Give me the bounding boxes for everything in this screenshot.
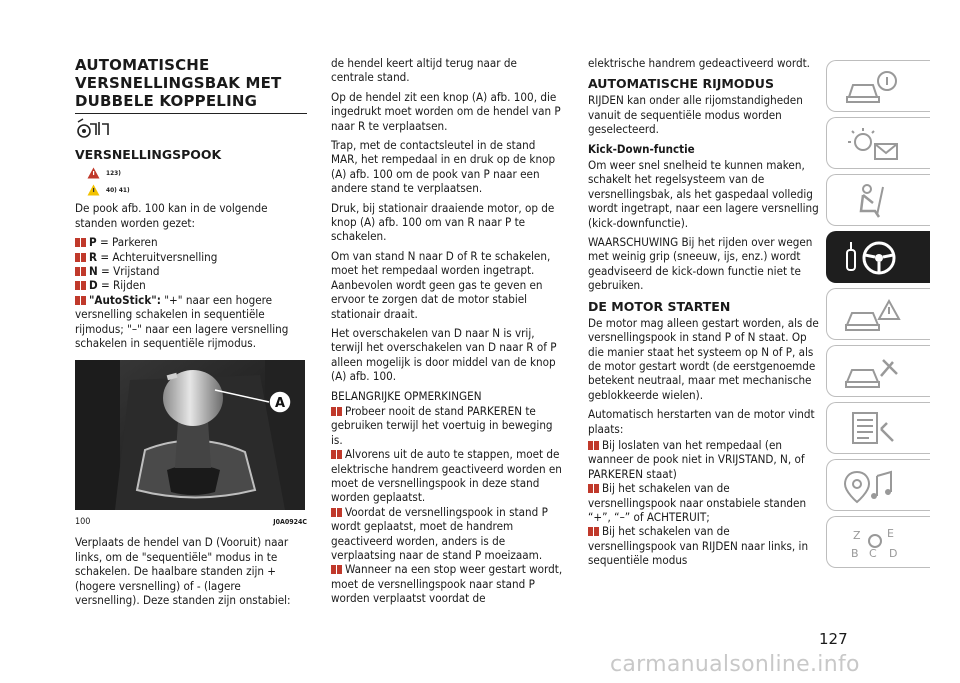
- body-text: Het overschakelen van D naar N is vrij, terwijl het overschakelen van D naar R of P alleen mogelijk is door middel van de knop (A) afb. 100.: [331, 325, 557, 384]
- book-icon: [75, 296, 86, 305]
- tab-technical-data[interactable]: [826, 402, 930, 454]
- book-icon: [75, 267, 86, 276]
- car-repair-icon: [843, 352, 903, 392]
- book-icon: [588, 484, 599, 493]
- warning-reference: 123): [106, 168, 121, 177]
- steering-key-icon: [843, 238, 903, 278]
- warning-lights-icon: [843, 124, 903, 164]
- media-nav-icon: [843, 466, 903, 506]
- svg-text:Z: Z: [853, 529, 861, 542]
- car-info-icon: [843, 67, 903, 107]
- note-item: Wanneer na een stop weer gestart wordt, moet de versnellingspook naar stand P worden verplaatst voordat de: [331, 562, 563, 606]
- airbag-seat-icon: [843, 181, 903, 221]
- book-icon: [75, 281, 86, 290]
- gear-lever-photo: [75, 360, 305, 510]
- section-heading: AUTOMATISCHE RIJMODUS: [588, 76, 774, 92]
- body-text: de hendel keert altijd terug naar de centrale stand.: [331, 56, 517, 85]
- gearbox-icon: [75, 118, 113, 138]
- warning-reference-row: [87, 164, 307, 181]
- note-item: Voordat de versnellingspook in stand P wordt geplaatst, moet de handrem geactiveerd worden, anders is de verplaatsing naar de stand P moeizaam.: [331, 504, 548, 562]
- column-right: [588, 56, 820, 568]
- body-text: De motor mag alleen gestart worden, als de versnellingspook in stand P of N staat. Op die manier staat het systeem op N of P, als de motor gestart wordt (de eerstgenoemde betekent neutraal, maar met mechanische geblokkeerde wielen).: [588, 315, 819, 402]
- book-icon: [588, 441, 599, 450]
- tab-safety[interactable]: [826, 174, 930, 226]
- body-text: RIJDEN kan onder alle rijomstandigheden vanuit de sequentiële modus worden geselecteerd.: [588, 93, 803, 137]
- restart-item: Bij het schakelen van de versnellingspook van RIJDEN naar links, in sequentiële modus: [588, 524, 809, 568]
- svg-text:B: B: [851, 547, 859, 560]
- svg-text:C: C: [869, 547, 877, 560]
- book-icon: [588, 527, 599, 536]
- body-text: Verplaats de hendel van D (Vooruit) naar links, om de "sequentiële" modus in te schakelen. De haalbare standen zijn + (hogere versnelling) of - (lagere versnelling). Deze standen zijn onstabiel:: [75, 535, 291, 607]
- body-text: Trap, met de contactsleutel in de stand MAR, het rempedaal in en druk op de knop (A) afb. 100 om de pook van P naar een andere stand te verplaatsen.: [331, 138, 556, 196]
- book-icon: [75, 238, 86, 247]
- book-icon: [75, 253, 86, 262]
- callout-label: A: [274, 396, 286, 412]
- book-icon: [331, 508, 342, 517]
- gear-item: P = Parkeren: [75, 235, 307, 249]
- intro-text: De pook afb. 100 kan in de volgende standen worden gezet:: [75, 201, 268, 230]
- gear-item: N = Vrijstand: [75, 264, 307, 278]
- column-middle: [331, 56, 563, 606]
- transmission-pictogram: [75, 118, 307, 141]
- autostick-item: "AutoStick": "+" naar een hogere versnelling schakelen in sequentiële rijmodus; "–" naar een lagere versnelling schakelen in sequentiële rijmodus.: [75, 292, 289, 351]
- danger-warning-icon: [87, 167, 100, 179]
- chapter-title: AUTOMATISCHE VERSNELLINGSBAK MET DUBBELE KOPPELING: [75, 56, 307, 114]
- gear-item: R = Achteruitversnelling: [75, 250, 307, 264]
- notes-title: BELANGRIJKE OPMERKINGEN: [331, 388, 482, 403]
- body-text: Druk, bij stationair draaiende motor, op de knop (A) afb. 100 om van R naar P te schakelen.: [331, 200, 555, 244]
- restart-item: Bij loslaten van het rempedaal (en wanneer de pook niet in VRIJSTAND, N, of PARKEREN staat): [588, 437, 805, 481]
- body-text: Om weer snel snelheid te kunnen maken, schakelt het regelsysteem van de versnellingsbak, als het gaspedaal volledig wordt ingetrapt, naar een lagere versnelling (kick-downfunctie).: [588, 158, 819, 230]
- gear-list: [75, 235, 307, 350]
- warning-text: WAARSCHUWING Bij het rijden over wegen met weinig grip (sneeuw, ijs, enz.) wordt geadviseerd de kick-down functie niet te gebruiken.: [588, 235, 813, 293]
- figure-code: J0A0924C: [273, 517, 307, 526]
- tab-emergency[interactable]: [826, 288, 930, 340]
- section-heading: DE MOTOR STARTEN: [588, 298, 731, 314]
- car-warning-icon: [843, 295, 903, 335]
- section-heading: VERSNELLINGSPOOK: [75, 147, 222, 163]
- watermark: carmanualsonline.info: [610, 652, 860, 677]
- figure-caption: [75, 515, 307, 529]
- caution-reference: 40) 41): [106, 185, 130, 194]
- book-icon: [331, 407, 342, 416]
- svg-text:E: E: [887, 527, 894, 540]
- maintenance-list-icon: [843, 409, 903, 449]
- index-icon: [843, 523, 903, 563]
- caution-reference-row: [87, 181, 307, 198]
- svg-text:D: D: [889, 547, 898, 560]
- body-text: Op de hendel zit een knop (A) afb. 100, die ingedrukt moet worden om de hendel van P naar R te verplaatsen.: [331, 89, 561, 133]
- body-text: elektrische handrem gedeactiveerd wordt.: [588, 56, 810, 70]
- note-item: Alvorens uit de auto te stappen, moet de elektrische handrem geactiveerd worden en moet de versnellingspook in deze stand worden geplaatst.: [331, 447, 562, 505]
- page-number: 127: [819, 630, 848, 648]
- column-left: [75, 56, 307, 612]
- tab-maintenance[interactable]: [826, 345, 930, 397]
- restart-item: Bij het schakelen van de versnellingspook naar onstabiele standen “+”, “–” of ACHTERUIT;: [588, 481, 807, 524]
- tab-starting-driving[interactable]: [826, 231, 930, 283]
- body-text: Automatisch herstarten van de motor vindt plaats:: [588, 407, 815, 436]
- caution-warning-icon: [87, 184, 100, 196]
- figure-number: 100: [75, 516, 91, 527]
- body-text: Om van stand N naar D of R te schakelen, moet het rempedaal worden ingetrapt. Aanbevolen wordt geen gas te geven en ervoor te zorgen dat de motor stabiel stationair draait.: [331, 248, 551, 321]
- tab-multimedia[interactable]: [826, 459, 930, 511]
- book-icon: [331, 565, 342, 574]
- subsection-heading: Kick-Down-functie: [588, 141, 695, 156]
- note-item: Probeer nooit de stand PARKEREN te gebruiken terwijl het voertuig in beweging is.: [331, 403, 553, 447]
- tab-car-info[interactable]: [826, 60, 930, 112]
- book-icon: [331, 450, 342, 459]
- tab-index[interactable]: [826, 516, 930, 568]
- tab-warning-lights[interactable]: [826, 117, 930, 169]
- gear-item: D = Rijden: [75, 278, 307, 292]
